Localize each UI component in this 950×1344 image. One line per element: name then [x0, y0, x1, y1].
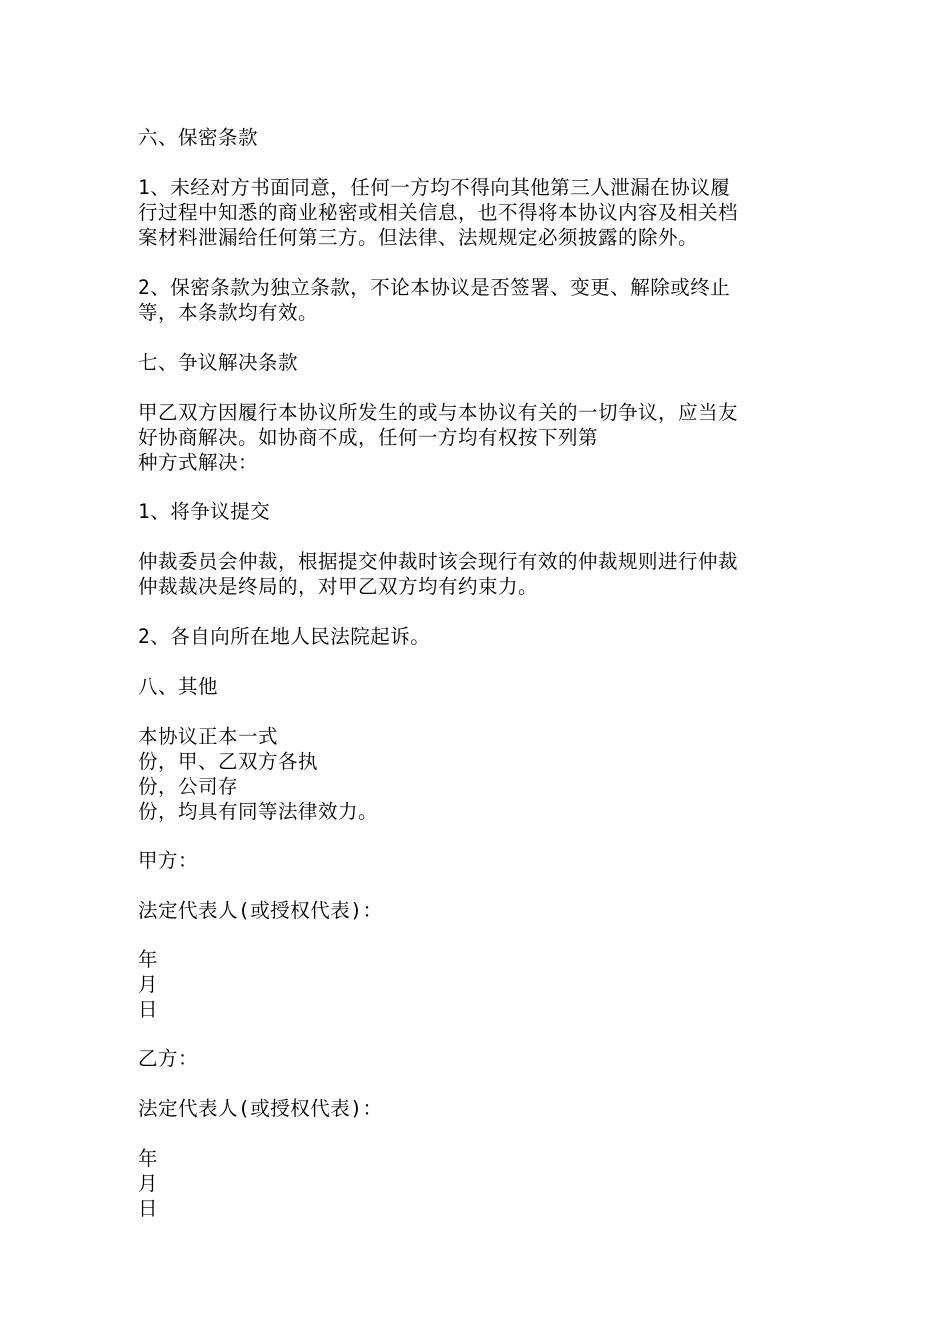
- text-line: 等，本条款均有效。: [138, 301, 319, 324]
- date-month: 月: [138, 1172, 159, 1195]
- text-line: 法定代表人(或授权代表)：: [138, 899, 383, 922]
- party-b-label: [138, 1046, 818, 1071]
- text-line: 份，公司存: [138, 775, 239, 798]
- party-a-representative: [138, 898, 818, 923]
- section-6-heading: [138, 125, 818, 150]
- date-year: 年: [138, 948, 159, 971]
- text-line: 法定代表人(或授权代表)：: [138, 1097, 383, 1120]
- confidentiality-clause-2: [138, 275, 818, 325]
- text-line: 1、未经对方书面同意，任何一方均不得向其他第三人泄漏在协议履: [138, 176, 731, 199]
- date-year: 年: [138, 1147, 159, 1170]
- party-a-label: [138, 848, 818, 873]
- text-line: 好协商解决。如协商不成，任何一方均有权按下列第: [138, 426, 599, 449]
- dispute-option-2: [138, 624, 818, 649]
- confidentiality-clause-1: [138, 175, 818, 250]
- section-heading: 六、保密条款: [138, 126, 259, 149]
- date-day: 日: [138, 998, 159, 1021]
- copies-clause: [138, 724, 818, 824]
- text-line: 甲方：: [138, 849, 199, 872]
- text-line: 本协议正本一式: [138, 725, 279, 748]
- section-heading: 八、其他: [138, 675, 219, 698]
- text-line: 乙方：: [138, 1047, 199, 1070]
- date-day: 日: [138, 1197, 159, 1220]
- dispute-intro: [138, 400, 818, 475]
- text-line: 2、各自向所在地人民法院起诉。: [138, 625, 431, 648]
- text-line: 份，均具有同等法律效力。: [138, 800, 379, 823]
- party-b-representative: [138, 1096, 818, 1121]
- date-month: 月: [138, 973, 159, 996]
- text-line: 2、保密条款为独立条款，不论本协议是否签署、变更、解除或终止: [138, 276, 731, 299]
- text-line: 份，甲、乙双方各执: [138, 750, 319, 773]
- text-line: 种方式解决：: [138, 451, 259, 474]
- section-heading: 七、争议解决条款: [138, 351, 299, 374]
- party-a-date: [138, 947, 818, 1022]
- text-line: 仲裁裁决是终局的，对甲乙双方均有约束力。: [138, 575, 539, 598]
- text-line: 甲乙双方因履行本协议所发生的或与本协议有关的一切争议，应当友: [138, 401, 739, 424]
- text-line: 案材料泄漏给任何第三方。但法律、法规规定必须披露的除外。: [138, 226, 699, 249]
- party-b-date: [138, 1146, 818, 1221]
- text-line: 1、将争议提交: [138, 500, 271, 523]
- dispute-option-1: [138, 499, 818, 524]
- arbitration-text: [138, 549, 818, 599]
- section-8-heading: [138, 674, 818, 699]
- text-line: 行过程中知悉的商业秘密或相关信息，也不得将本协议内容及相关档: [138, 201, 739, 224]
- section-7-heading: [138, 350, 818, 375]
- text-line: 仲裁委员会仲裁，根据提交仲裁时该会现行有效的仲裁规则进行仲裁: [138, 550, 739, 573]
